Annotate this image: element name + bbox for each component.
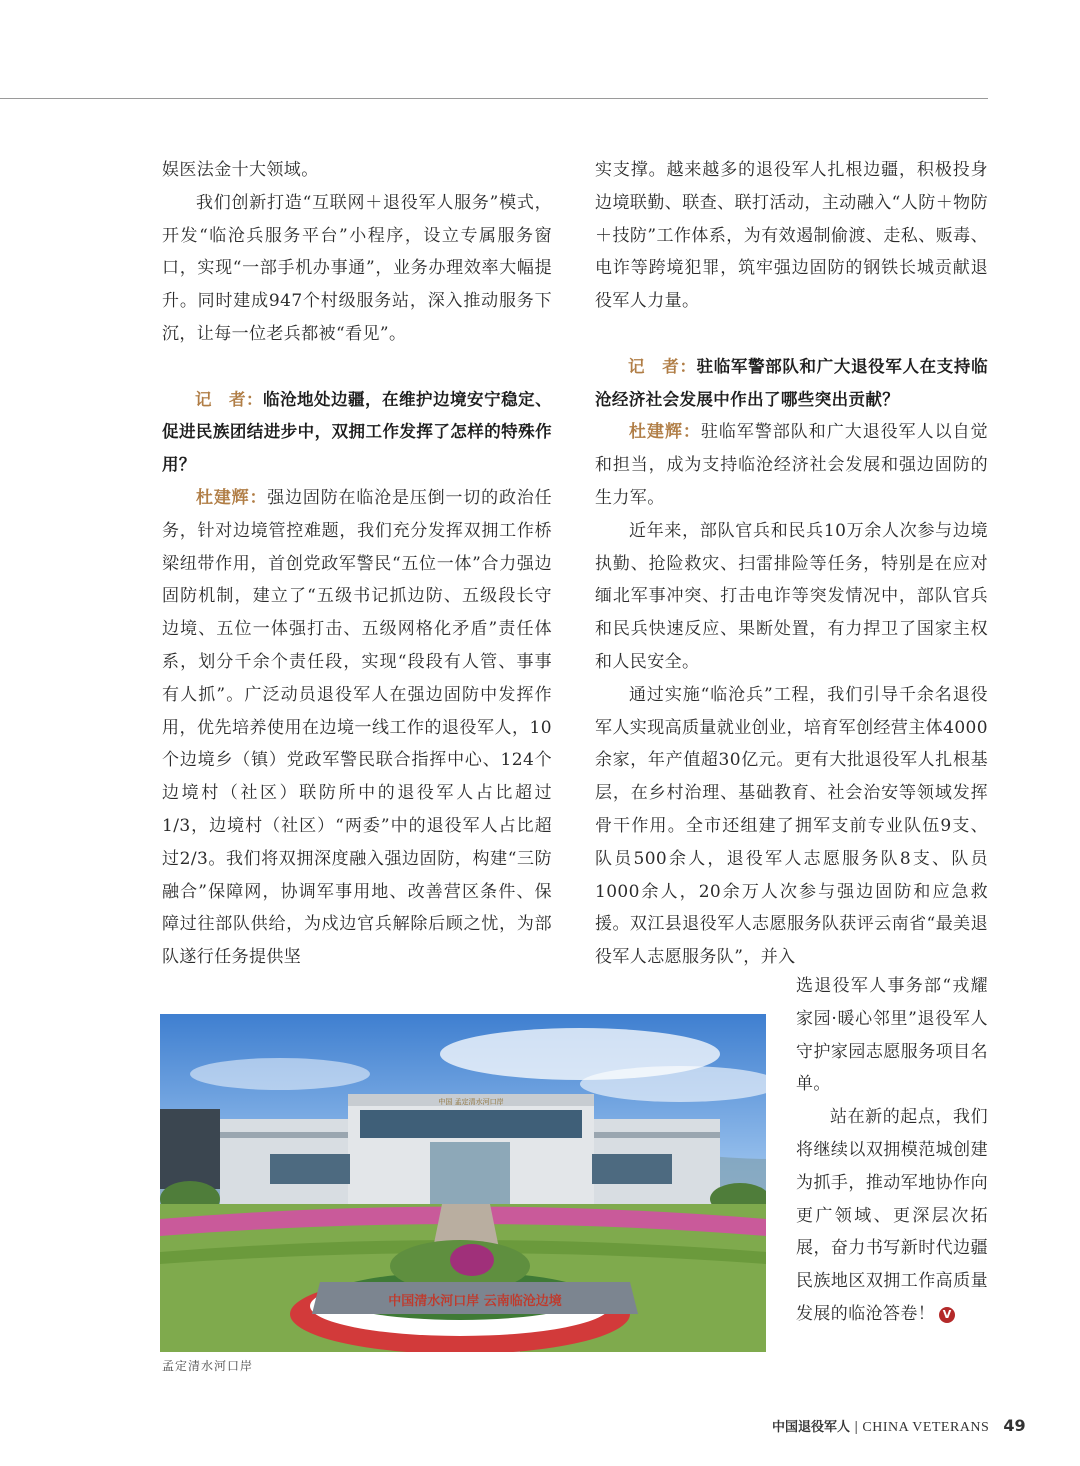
port-photo <box>160 1014 766 1352</box>
speech-text: 驻临军警部队和广大退役军人在支持临沧经济社会发展中作出了哪些突出贡献？ <box>595 356 988 409</box>
page-number: 49 <box>1003 1416 1026 1435</box>
body-paragraph <box>796 1101 988 1331</box>
interview-question <box>162 384 552 482</box>
footer-separator: | <box>854 1420 859 1435</box>
body-paragraph <box>162 187 552 351</box>
speech-text: 驻临军警部队和广大退役军人以自觉和担当，成为支持临沧经济社会发展和强边固防的生力军。 <box>595 422 988 508</box>
left-text-column <box>162 154 552 974</box>
monument-text: 中国清水河口岸 云南临沧边境 <box>388 1294 562 1309</box>
paragraph-text: 实支撑。越来越多的退役军人扎根边疆，积极投身边境联勤、联查、联打活动，主动融入“人防＋物防＋技防”工作体系，为有效遏制偷渡、走私、贩毒、电诈等跨境犯罪，筑牢强边固防的钢铁长城贡献退役军人力量。 <box>595 160 988 312</box>
paragraph-text: 娱医法金十大领域。 <box>162 160 319 180</box>
paragraph-text: 我们创新打造“互联网＋退役军人服务”模式，开发“临沧兵服务平台”小程序，设立专属服务窗口，实现“一部手机办事通”，业务办理效率大幅提升。同时建成947个村级服务站，深入推动服务下沉，让每一位老兵都被“看见”。 <box>162 192 552 344</box>
magazine-name-en: CHINA VETERANS <box>862 1420 990 1435</box>
narrow-text-column <box>796 970 988 1331</box>
end-mark-icon: V <box>939 1307 955 1323</box>
body-paragraph <box>796 970 988 1101</box>
paragraph-gap <box>162 351 552 384</box>
building-sign: 中国 孟定清水河口岸 <box>438 1098 504 1106</box>
interviewee-label: 杜建辉： <box>629 422 701 443</box>
body-paragraph <box>162 154 552 187</box>
interview-answer <box>595 416 988 514</box>
interviewee-label: 杜建辉： <box>196 487 268 508</box>
paragraph-gap <box>595 318 988 351</box>
body-paragraph <box>595 679 988 974</box>
reporter-label: 记 者： <box>195 389 264 409</box>
paragraph-text: 近年来，部队官兵和民兵10万余人次参与边境执勤、抢险救灾、扫雷排险等任务，特别是在应对缅北军事冲突、打击电诈等突发情况中，部队官兵和民兵快速反应、果断处置，有力捍卫了国家主权和人民安全。 <box>595 520 988 672</box>
photo-caption: 孟定清水河口岸 <box>162 1359 254 1373</box>
paragraph-text: 站在新的起点，我们将继续以双拥模范城创建为抓手，推动军地协作向更广领域、更深层次拓展，奋力书写新时代边疆民族地区双拥工作高质量发展的临沧答卷！ <box>796 1107 988 1324</box>
header-rule <box>0 98 988 99</box>
paragraph-text: 通过实施“临沧兵”工程，我们引导千余名退役军人实现高质量就业创业，培育军创经营主体4000余家，年产值超30亿元。更有大批退役军人扎根基层，在乡村治理、基础教育、社会治安等领域发挥骨干作用。全市还组建了拥军支前专业队伍9支、队员500余人，退役军人志愿服务队8支、队员1000余人，20余万人次参与强边固防和应急救援。双江县退役军人志愿服务队获评云南省“最美退役军人志愿服务队”，并入 <box>595 684 988 968</box>
paragraph-text: 选退役军人事务部“戎耀家园·暖心邻里”退役军人守护家园志愿服务项目名单。 <box>796 976 988 1095</box>
port-photo-illustration <box>160 1014 766 1352</box>
page-footer <box>772 1414 1026 1438</box>
speech-text: 强边固防在临沧是压倒一切的政治任务，针对边境管控难题，我们充分发挥双拥工作桥梁纽带作用，首创党政军警民“五位一体”合力强边固防机制，建立了“五级书记抓边防、五级段长守边境、五位一体强打击、五级网格化矛盾”责任体系，划分千余个责任段，实现“段段有人管、事事有人抓”。广泛动员退役军人在强边固防中发挥作用，优先培养使用在边境一线工作的退役军人，10个边境乡（镇）党政军警民联合指挥中心、124个边境村（社区）联防所中的退役军人占比超过1/3，边境村（社区）“两委”中的退役军人占比超过2/3。我们将双拥深度融入强边固防，构建“三防融合”保障网，协调军事用地、改善营区条件、保障过往部队供给，为戍边官兵解除后顾之忧，为部队遂行任务提供坚 <box>162 487 552 968</box>
interview-answer <box>162 482 552 974</box>
body-paragraph <box>595 515 988 679</box>
interview-question <box>595 351 988 417</box>
magazine-name-cn: 中国退役军人 <box>772 1420 851 1435</box>
body-paragraph <box>595 154 988 318</box>
right-text-column <box>595 154 988 974</box>
reporter-label: 记 者： <box>628 356 697 376</box>
speech-text: 临沧地处边疆，在维护边境安宁稳定、促进民族团结进步中，双拥工作发挥了怎样的特殊作用？ <box>162 389 552 475</box>
